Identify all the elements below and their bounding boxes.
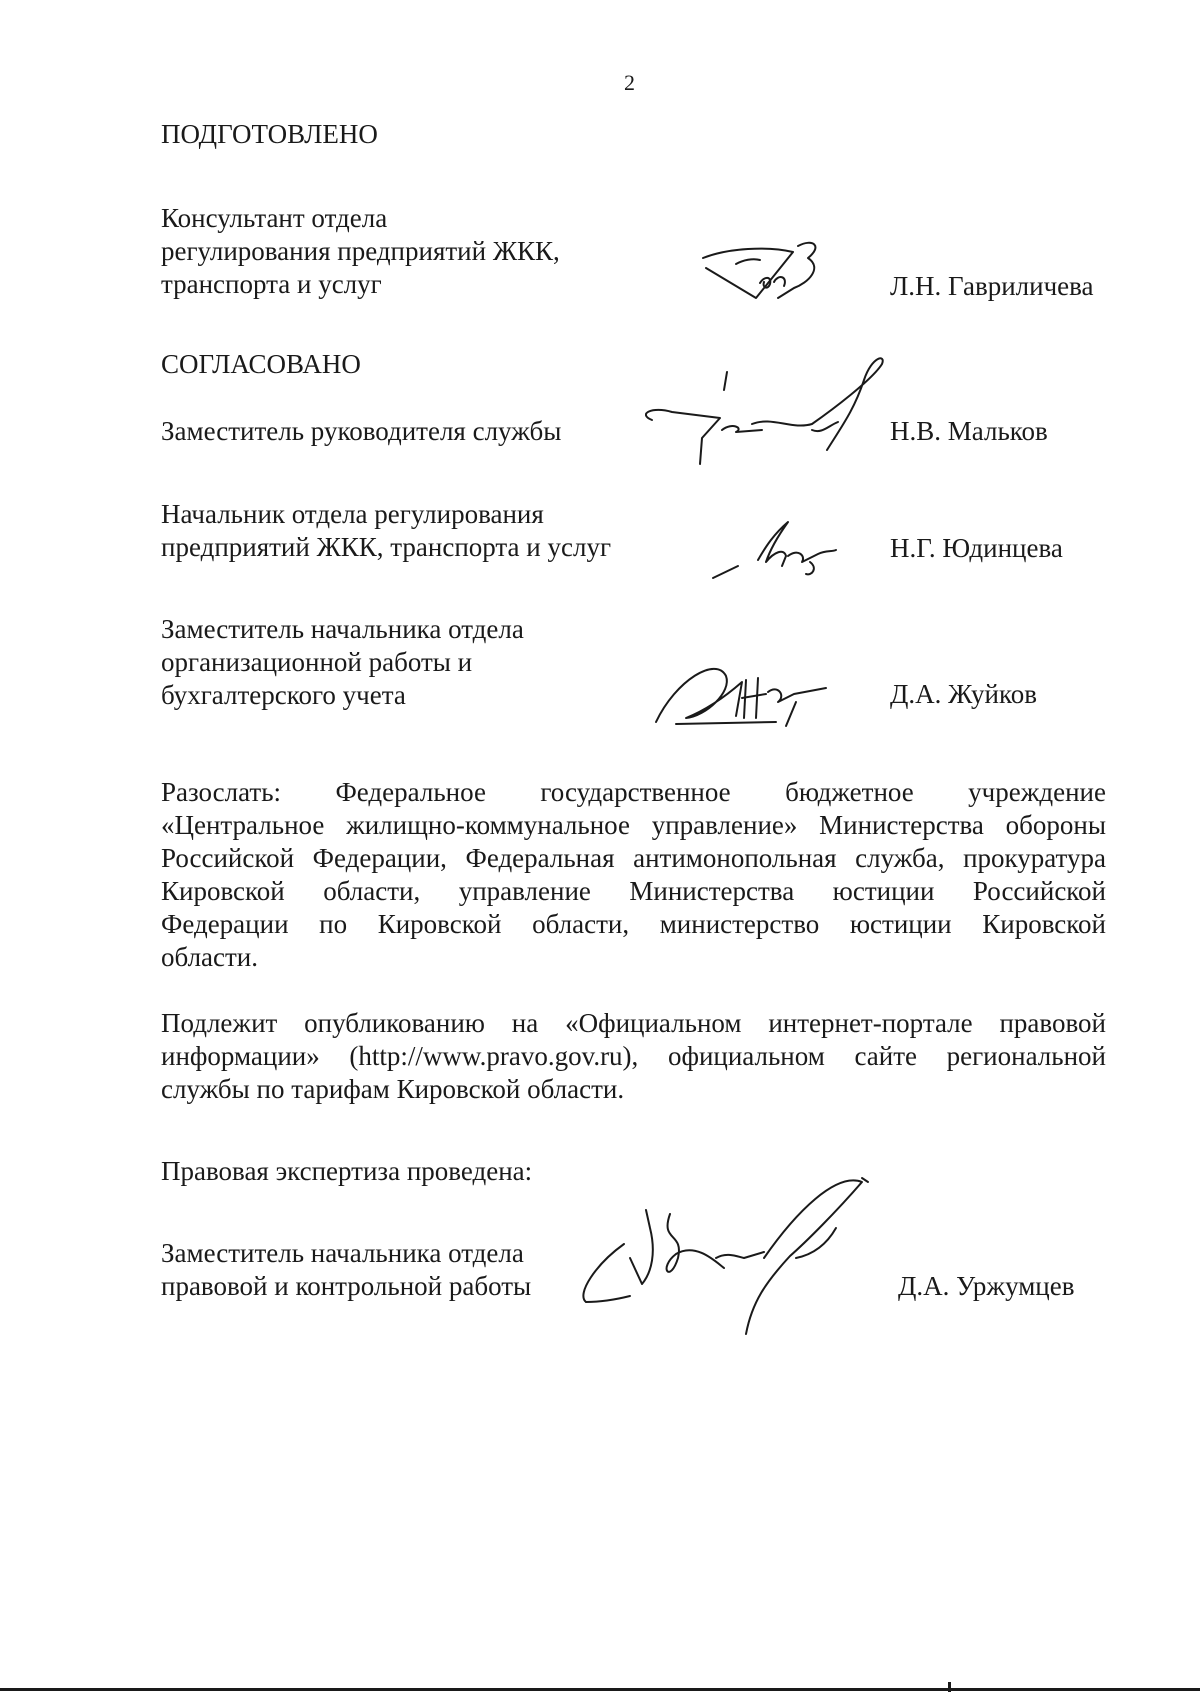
- position-line: организационной работы и: [161, 647, 473, 677]
- publication-paragraph: [161, 1007, 1106, 1106]
- signatory-name: Н.Г. Юдинцева: [890, 533, 1063, 563]
- prepared-heading: ПОДГОТОВЛЕНО: [161, 119, 378, 149]
- paragraph-line: «Центральное жилищно-коммунальное управление» Министерства обороны: [161, 810, 1106, 840]
- position-line: регулирования предприятий ЖКК,: [161, 236, 560, 266]
- position-line: Консультант отдела: [161, 203, 388, 233]
- prepared-name: Л.Н. Гавриличева: [890, 271, 1094, 301]
- signatory-position: [161, 498, 611, 564]
- paragraph-line: Российской Федерации, Федеральная антимонопольная служба, прокуратура: [161, 843, 1106, 873]
- position-line: бухгалтерского учета: [161, 680, 406, 710]
- position-line: Начальник отдела регулирования: [161, 499, 544, 529]
- page-number: 2: [624, 70, 635, 95]
- approved-heading: СОГЛАСОВАНО: [161, 349, 361, 379]
- position-line: Заместитель начальника отдела: [161, 614, 524, 644]
- paragraph-line: области.: [161, 942, 259, 972]
- position-line: правовой и контрольной работы: [161, 1271, 532, 1301]
- signature-malkov: [632, 360, 892, 470]
- paragraph-line: службы по тарифам Кировской области.: [161, 1074, 625, 1104]
- signature-urzhumtsev: [566, 1172, 886, 1342]
- bottom-rule-tick: [948, 1682, 951, 1692]
- legal-review-position: [161, 1237, 531, 1303]
- signatory-position: [161, 613, 524, 712]
- paragraph-line: Федерации по Кировской области, министерство юстиции Кировской: [161, 909, 1106, 939]
- signatory-position: [161, 415, 561, 448]
- signature-zhuikov: [646, 660, 846, 740]
- paragraph-line: информации» (http://www.pravo.gov.ru), официальном сайте региональной: [161, 1041, 1106, 1071]
- legal-review-heading: Правовая экспертиза проведена:: [161, 1156, 533, 1186]
- position-line: транспорта и услуг: [161, 269, 382, 299]
- prepared-position: [161, 202, 560, 301]
- bottom-rule: [0, 1688, 1200, 1691]
- position-line: предприятий ЖКК, транспорта и услуг: [161, 532, 612, 562]
- position-line: Заместитель начальника отдела: [161, 1238, 524, 1268]
- position-line: Заместитель руководителя службы: [161, 416, 562, 446]
- paragraph-line: Подлежит опубликованию на «Официальном интернет-портале правовой: [161, 1008, 1106, 1038]
- signature-yudintseva: [708, 516, 858, 586]
- signatory-name: Д.А. Жуйков: [890, 679, 1037, 709]
- signatory-name: Н.В. Мальков: [890, 416, 1048, 446]
- signature-gavrilicheva: [698, 238, 838, 318]
- legal-review-name: Д.А. Уржумцев: [898, 1271, 1075, 1301]
- distribution-paragraph: [161, 776, 1106, 974]
- paragraph-line: Кировской области, управление Министерства юстиции Российской: [161, 876, 1106, 906]
- paragraph-line: Разослать: Федеральное государственное бюджетное учреждение: [161, 777, 1106, 807]
